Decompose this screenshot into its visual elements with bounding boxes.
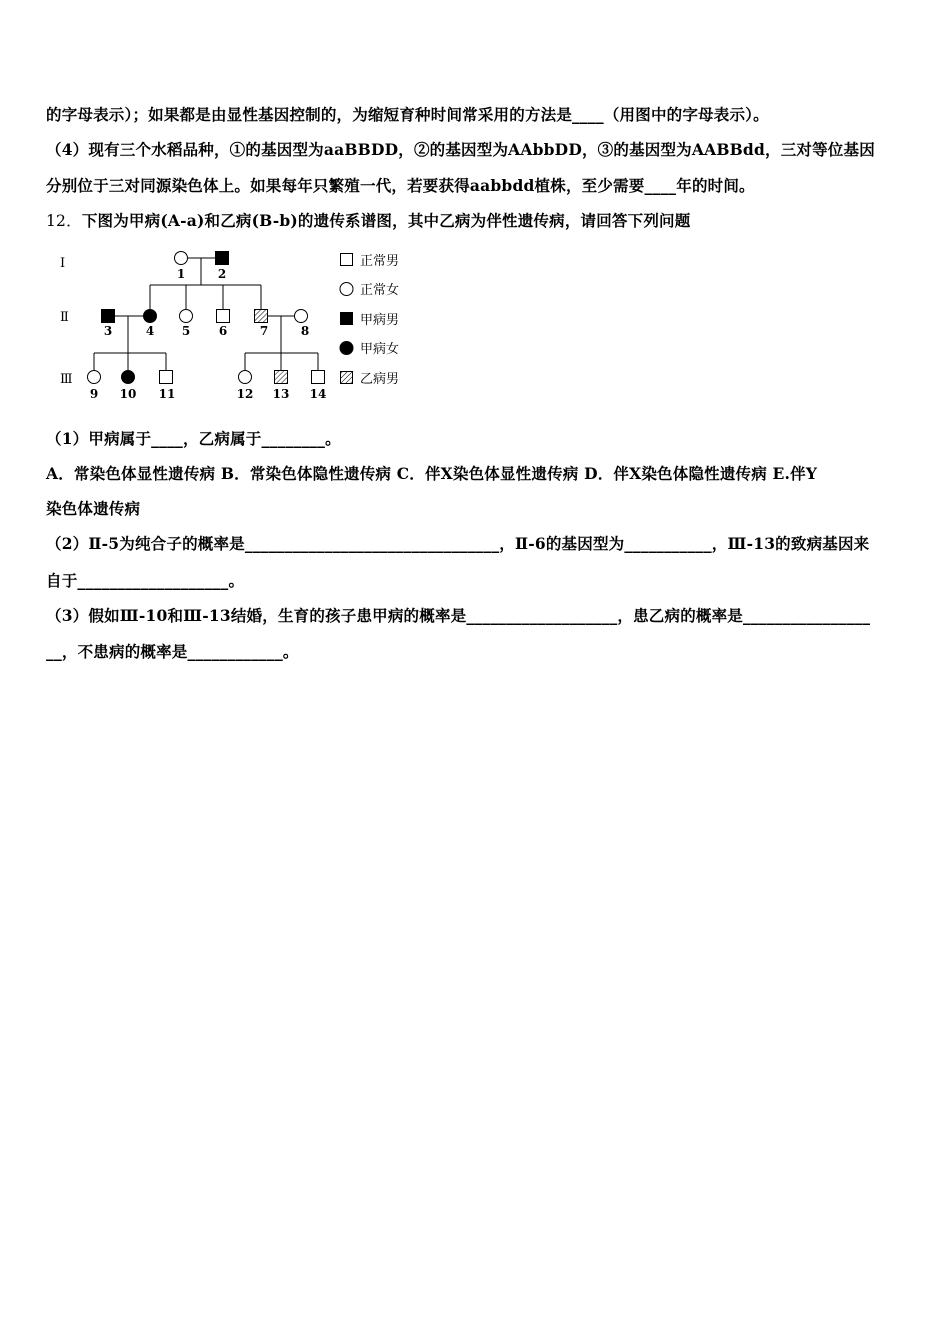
individual-5 (180, 310, 193, 323)
label-7: 7 (259, 324, 269, 338)
individual-7 (255, 310, 268, 323)
label-3: 3 (103, 324, 113, 338)
individual-14 (312, 371, 325, 384)
legend-b-male-symbol (341, 372, 353, 384)
label-11: 11 (158, 387, 176, 401)
question-12-stem (46, 209, 690, 231)
legend-a-male-symbol (341, 313, 353, 325)
legend-normal-female-label: 正常女 (360, 283, 400, 298)
individual-12 (239, 371, 252, 384)
part-3-question: （3）假如Ⅲ-10和Ⅲ-13结婚，生育的孩子患甲病的概率是___________________，患乙病的概率是________________ (46, 606, 871, 625)
legend-b-male-label: 乙病男 (360, 372, 400, 387)
part-1-options: A．常染色体显性遗传病 B．常染色体隐性遗传病 C．伴X染色体显性遗传病 D．伴X染色体隐性遗传病 E.伴Y (46, 464, 818, 483)
individual-9 (88, 371, 101, 384)
text-line-q4-cont: 分别位于三对同源染色体上。如果每年只繁殖一代，若要获得aabbdd植株，至少需要____年的时间。 (46, 176, 755, 195)
generation-label-3: Ⅲ (60, 372, 73, 387)
legend-a-female-label: 甲病女 (360, 342, 400, 357)
pedigree-chart (50, 243, 420, 403)
legend-normal-male-symbol (341, 254, 353, 266)
individual-2 (216, 252, 229, 265)
label-12: 12 (236, 387, 254, 401)
individual-1 (175, 252, 188, 265)
part-2-question: （2）Ⅱ-5为纯合子的概率是________________________________，Ⅱ-6的基因型为___________，Ⅲ-13的致病基因来 (46, 534, 870, 553)
generation-label-2: Ⅱ (60, 310, 69, 325)
individual-10 (122, 371, 135, 384)
legend-a-male-label: 甲病男 (360, 313, 400, 328)
question-number: 12． (46, 212, 82, 230)
text-line-continuation: 的字母表示）；如果都是由显性基因控制的，为缩短育种时间常采用的方法是____（用图中的字母表示）。 (46, 105, 769, 124)
part-1-options-cont: 染色体遗传病 (46, 499, 141, 518)
individual-13 (275, 371, 288, 384)
label-1: 1 (176, 267, 186, 281)
label-10: 10 (119, 387, 137, 401)
question-stem-text: 下图为甲病(A-a)和乙病(B-b)的遗传系谱图，其中乙病为伴性遗传病，请回答下列问题 (81, 211, 691, 230)
individual-3 (102, 310, 115, 323)
label-13: 13 (272, 387, 290, 401)
legend-a-female-symbol (340, 342, 353, 355)
label-9: 9 (89, 387, 99, 401)
label-5: 5 (181, 324, 191, 338)
individual-6 (217, 310, 230, 323)
individual-8 (295, 310, 308, 323)
part-2-question-cont: 自于___________________。 (46, 571, 245, 590)
label-14: 14 (309, 387, 327, 401)
part-1-question: （1）甲病属于____，乙病属于________。 (46, 429, 341, 448)
label-4: 4 (145, 324, 155, 338)
generation-label-1: Ⅰ (60, 256, 66, 271)
label-2: 2 (217, 267, 227, 281)
legend-normal-female-symbol (340, 283, 353, 296)
part-3-question-cont: __，不患病的概率是____________。 (46, 642, 299, 661)
individual-4 (144, 310, 157, 323)
text-line-q4: （4）现有三个水稻品种，①的基因型为aaBBDD，②的基因型为AAbbDD，③的基因型为AABBdd，三对等位基因 (46, 140, 875, 159)
label-8: 8 (300, 324, 310, 338)
individual-11 (160, 371, 173, 384)
label-6: 6 (218, 324, 228, 338)
legend-normal-male-label: 正常男 (360, 254, 400, 269)
